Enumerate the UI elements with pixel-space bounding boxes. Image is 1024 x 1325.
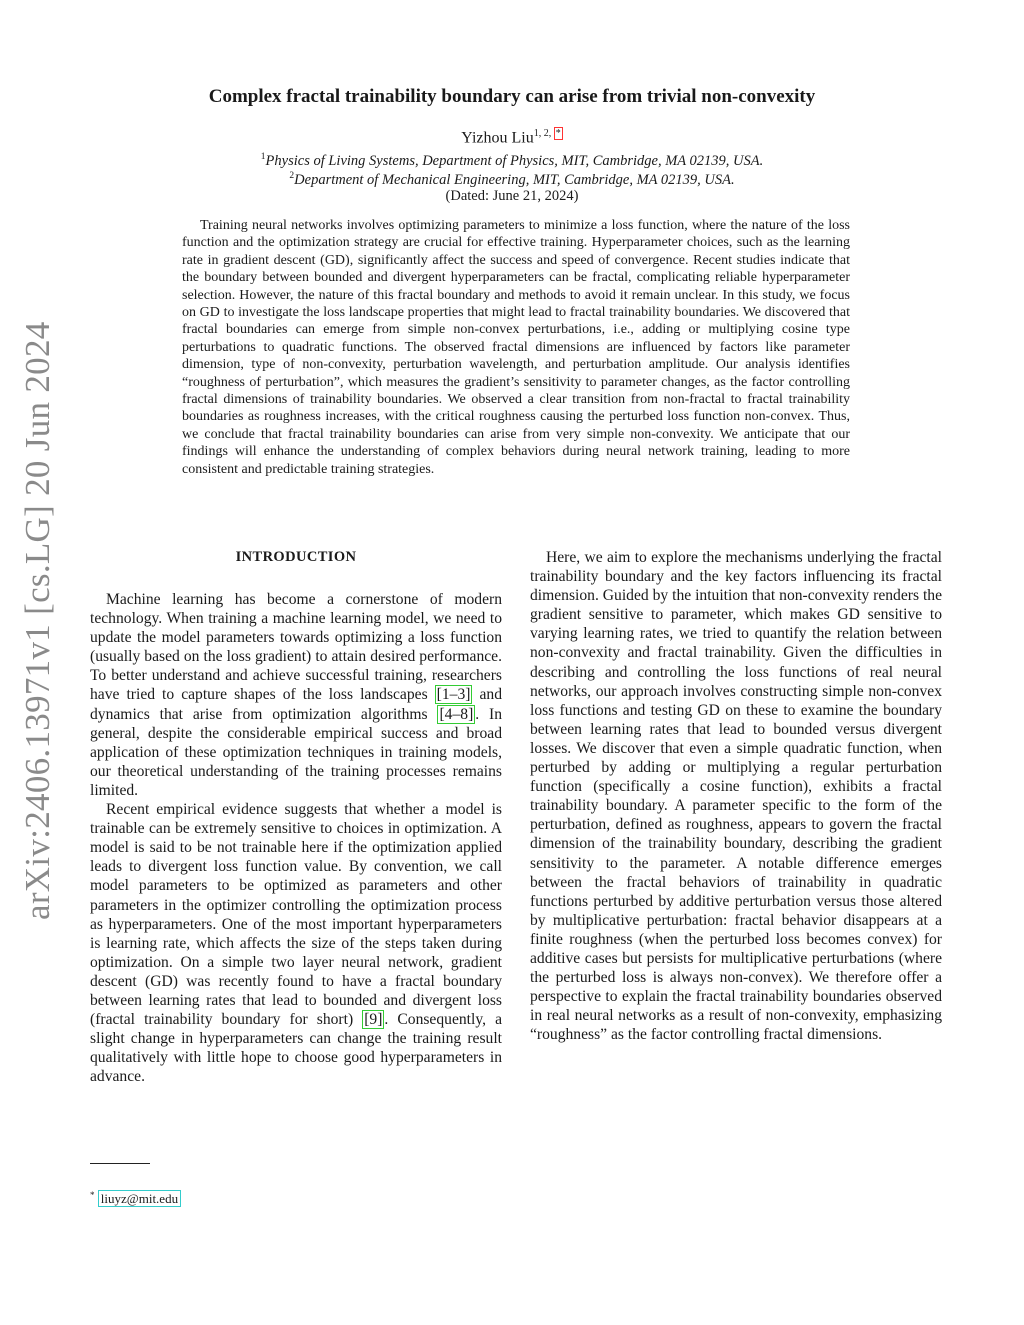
footnote-mark: * (90, 1190, 95, 1200)
date-line: (Dated: June 21, 2024) (445, 188, 579, 204)
author-footnote-link[interactable]: * (555, 128, 561, 139)
left-column (90, 590, 502, 1086)
affiliation-1-number: 1 (260, 152, 266, 162)
right-column (530, 548, 942, 1044)
section-heading-introduction: INTRODUCTION (235, 549, 357, 565)
intro-paragraph-2 (90, 800, 502, 1086)
intro-paragraph-3: Here, we aim to explore the mechanisms underlying the fractal trainability boundary and the key factors influencing its fractal dimension. Guided by the intuition that non-convexity renders the gradient sensitive to parameter, which makes GD sensitive to varying learning rates, we tried to quantify the relation between non-convexity and fractal trainability. Given the difficulties in describing and controlling the loss functions of real neural networks, our approach involves constructing simple non-convex loss functions and testing GD on these to examine the boundary between learning rates that lead to bounded versus divergent losses. We discover that even a simple quadratic function, when perturbed by adding or multiplying a regular perturbation function (specifically a cosine function), exhibits a fractal trainability boundary. A parameter specific to the form of the perturbation, defined as roughness, appears to govern the fractal dimension of the trainability boundary, describing the gradient sensitivity to the parameter. A notable difference emerges between the fractal behaviors of trainability in quadratic functions perturbed by additive perturbation versus those altered by multiplicative perturbation: fractal behavior disappears at a finite roughness (when the perturbed loss becomes convex) for additive cases but persists for multiplicative perturbations (where the perturbed loss is always non-convex). We therefore offer a perspective to explain the fractal trainability boundaries observed in real neural networks as a result of non-convexity, emphasizing “roughness” as the factor controlling fractal dimensions. (530, 549, 942, 1044)
citation-link-4-8[interactable]: [4–8] (439, 705, 474, 723)
affiliation-1-text: Physics of Living Systems, Department of Physics, MIT, Cambridge, MA 02139, USA. (265, 152, 764, 169)
intro-paragraph-1 (90, 590, 502, 800)
arxiv-identifier: arXiv:2406.13971v1 [cs.LG] 20 Jun 2024 (18, 321, 57, 920)
citation-link-1-3[interactable]: [1–3] (436, 686, 471, 704)
author-name: Yizhou Liu (461, 129, 534, 147)
intro-p1-text-b: and dynamics that arise from optimization algorithms (90, 686, 502, 723)
affiliation-1 (0, 152, 1024, 170)
footnote (90, 1190, 181, 1207)
affiliation-2 (0, 171, 1024, 189)
intro-p2-text-b: . Consequently, a slight change in hyperparameters can change the training result qualitatively with little hope to choose good hyperparameters in advance. (90, 1011, 502, 1086)
intro-p1-text-c: . In general, despite the considerable empirical success and broad application of these optimization techniques in training models, our theoretical understanding of the training processes remains limited. (90, 705, 502, 799)
abstract: Training neural networks involves optimizing parameters to minimize a loss function, where the nature of the loss function and the optimization strategy are crucial for effective training. Hyperparameter choices, such as the learning rate in gradient descent (GD), significantly affect the success and speed of convergence. Recent studies indicate that the boundary between bounded and divergent hyperparameters can be fractal, complicating reliable hyperparameter selection. However, the nature of this fractal boundary and methods to avoid it remain unclear. In this study, we focus on GD to investigate the loss landscape properties that might lead to fractal trainability boundaries. We discovered that fractal boundaries can emerge from simple non-convex perturbations, i.e., adding or multiplying cosine type perturbations to quadratic functions. The observed fractal dimensions are influenced by factors like parameter dimension, type of non-convexity, perturbation wavelength, and perturbation amplitude. Our analysis identifies “roughness of perturbation”, which measures the gradient’s sensitivity to parameter changes, as the factor controlling fractal dimensions of trainability boundaries. We observed a clear transition from non-fractal to fractal trainability boundaries as roughness increases, with the critical roughness causing the perturbed loss function non-convex. Thus, we conclude that fractal trainability boundaries can arise from very simple non-convexity. We anticipate that our findings will enhance the understanding of complex behaviors during neural network training, leading to more consistent and predictable training strategies. (182, 218, 850, 477)
author-affiliation-marks: 1, 2, (533, 128, 554, 139)
paper-title: Complex fractal trainability boundary can arise from trivial non-convexity (208, 86, 816, 107)
citation-link-9[interactable]: [9] (364, 1011, 383, 1029)
intro-p1-text-a: Machine learning has become a cornerstone of modern technology. When training a machine learning model, we need to update the model parameters towards optimizing a loss function (usually based on the loss gradient) to attain desired performance. To better understand and achieve successful training, researchers have tried to capture shapes of the loss landscapes (90, 591, 502, 704)
footnote-rule (90, 1163, 150, 1164)
author-email-link[interactable]: liuyz@mit.edu (98, 1190, 181, 1207)
author-line (0, 128, 1024, 147)
affiliation-2-number: 2 (289, 171, 295, 181)
affiliation-2-text: Department of Mechanical Engineering, MIT, Cambridge, MA 02139, USA. (294, 171, 735, 188)
intro-p2-text-a: Recent empirical evidence suggests that whether a model is trainable can be extremely sensitive to choices in optimization. A model is said to be not trainable here if the optimization applied leads to divergent loss function value. By convention, we call model parameters to be optimized as parameters and other parameters in the optimizer controlling the optimization process as hyperparameters. One of the most important hyperparameters is learning rate, which affects the size of the steps taken during optimization. On a simple two layer neural network, gradient descent (GD) was recently found to have a fractal boundary between learning rates that lead to bounded and divergent loss (fractal trainability boundary for short) (90, 801, 502, 1029)
